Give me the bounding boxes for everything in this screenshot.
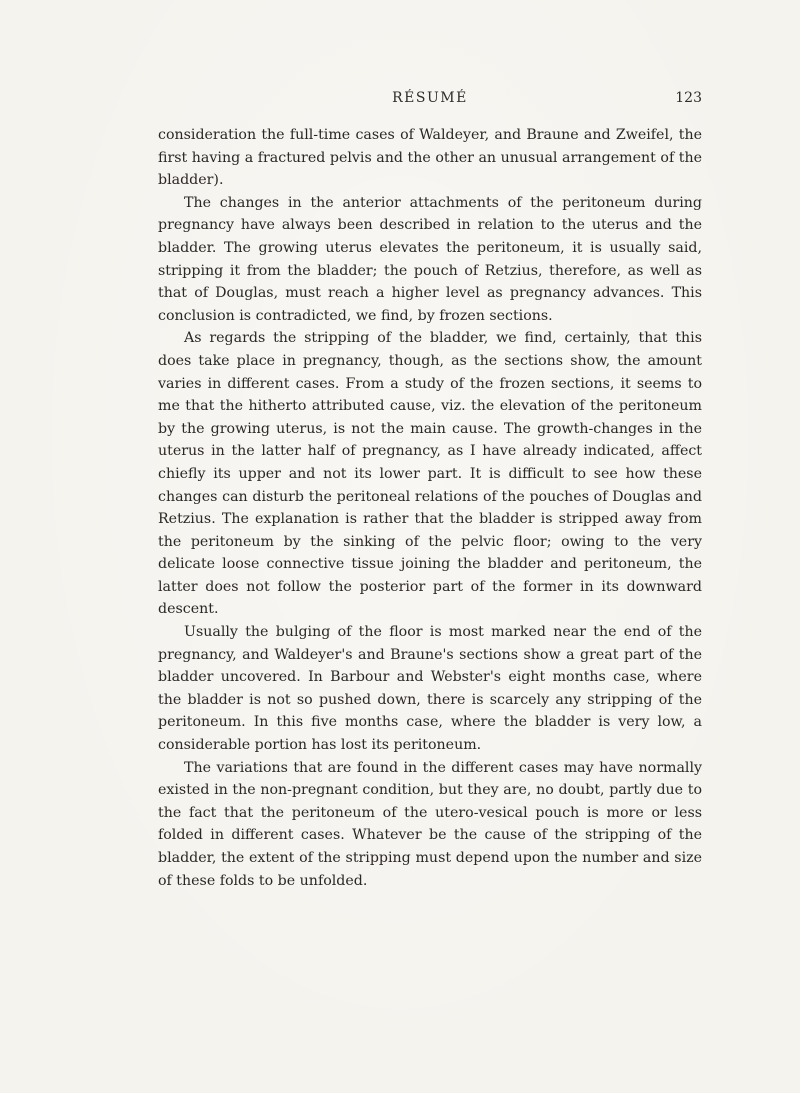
- running-head: [158, 90, 702, 110]
- body-text: [158, 124, 702, 892]
- paragraph-continued: consideration the full-time cases of Waldeyer, and Braune and Zweifel, the first having a fractured pelvis and the other an unusual arrangement of the bladder).: [158, 127, 702, 189]
- page-number: 123: [675, 90, 702, 106]
- paragraph-peritoneum-changes: The changes in the anterior attachments of the peritoneum during pregnancy have always been described in relation to the uterus and the bladder. The growing uterus elevates the peritoneum, it is usually said, stripping it from the bladder; the pouch of Retzius, therefore, as well as that of Douglas, must reach a higher level as pregnancy advances. This conclusion is contradicted, we find, by frozen sections.: [158, 194, 702, 324]
- paragraph-bladder-stripping: As regards the stripping of the bladder, we find, certainly, that this does take place in pregnancy, though, as the sections show, the amount varies in different cases. From a study of the frozen sections, it seems to me that the hitherto attributed cause, viz. the elevation of the peritoneum by the growing uterus, is not the main cause. The growth-changes in the uterus in the latter half of pregnancy, as I have already indicated, affect chiefly its upper and not its lower part. It is difficult to see how these changes can disturb the peritoneal relations of the pouches of Douglas and Retzius. The explanation is rather that the bladder is stripped away from the peritoneum by the sinking of the pelvic floor; owing to the very delicate loose connective tissue joining the bladder and peritoneum, the latter does not follow the posterior part of the former in its downward descent.: [158, 330, 702, 618]
- running-title: RÉSUMÉ: [392, 90, 468, 106]
- paragraph-floor-bulging: Usually the bulging of the floor is most marked near the end of the pregnancy, and Waldeyer's and Braune's sections show a great part of the bladder uncovered. In Barbour and Webster's eight months case, where the bladder is not so pushed down, there is scarcely any stripping of the peritoneum. In this five months case, where the bladder is very low, a considerable portion has lost its peritoneum.: [158, 624, 702, 754]
- paragraph-variations: The variations that are found in the different cases may have normally existed in the non-pregnant condition, but they are, no doubt, partly due to the fact that the peritoneum of the utero-vesical pouch is more or less folded in different cases. Whatever be the cause of the stripping of the bladder, the extent of the stripping must depend upon the number and size of these folds to be unfolded.: [158, 759, 702, 889]
